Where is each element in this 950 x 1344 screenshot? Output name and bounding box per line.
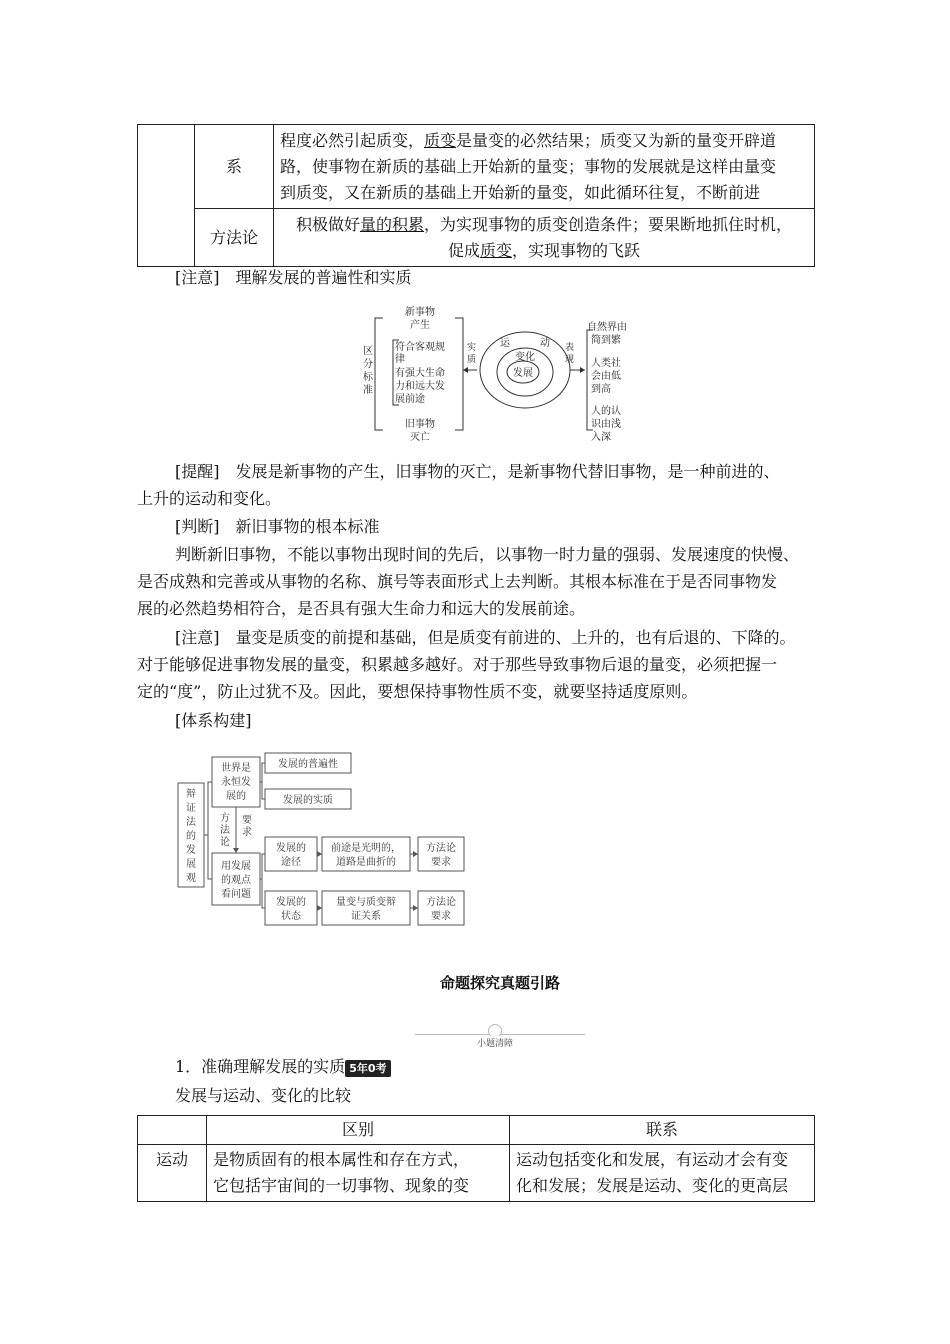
root-6: 展: [186, 859, 196, 870]
view-connector: [260, 854, 265, 908]
manifest-2: 现: [565, 355, 575, 365]
cognition-1: 人的认: [591, 406, 621, 417]
section-title: 命题探究真题引路: [439, 974, 560, 992]
manifest-1: 表: [565, 343, 575, 353]
top-table: [137, 124, 815, 267]
nature-1: 自然界由: [587, 322, 627, 333]
nature-2: 简到繁: [591, 335, 621, 346]
view-1: 用发展: [221, 861, 251, 872]
method-2: 法: [220, 825, 230, 836]
cognition-3: 入深: [591, 432, 611, 443]
method2-1: 方法论: [426, 897, 456, 908]
ring-outer-label-2: 动: [540, 338, 550, 349]
requirement-2: 求: [242, 827, 252, 838]
old-thing-1: 旧事物: [405, 419, 435, 430]
society-2: 会由低: [591, 371, 621, 382]
root-7: 观: [186, 873, 196, 884]
compare-title: 发展与运动、变化的比较: [175, 1086, 352, 1105]
motion-difference: 是物质固有的根本属性和存在方式， 它包括宇宙间的一切事物、现象的变: [207, 1145, 510, 1202]
note-heading: [注意] 理解发展的普遍性和实质: [175, 268, 412, 287]
system-heading: [体系构建]: [175, 711, 252, 730]
exam-frequency-badge: 5年0考: [345, 1060, 390, 1077]
path-1: 发展的: [276, 843, 306, 854]
society-3: 到高: [591, 384, 611, 395]
method1-1: 方法论: [426, 843, 456, 854]
merged-left-cell: [138, 125, 195, 267]
label-criteria-vertical-3: 标: [363, 372, 373, 383]
state-2: 状态: [281, 911, 301, 922]
right-bracket: [455, 318, 463, 430]
header-blank: [138, 1116, 207, 1145]
divider-label: 小题清障: [460, 1036, 530, 1049]
row-label-motion: 运动: [138, 1145, 207, 1202]
row-label-methodology: 方法论: [195, 209, 274, 267]
root-4: 的: [186, 831, 196, 842]
universality-label: 发展的普遍性: [278, 759, 338, 770]
ring-middle-label: 变化: [515, 352, 535, 363]
state-1: 发展的: [276, 897, 306, 908]
society-1: 人类社: [591, 358, 621, 369]
old-thing-2: 灭亡: [410, 432, 430, 443]
arrow-head-down: [233, 848, 239, 853]
essence-2: 质: [467, 355, 477, 365]
arrow-head-4: [413, 905, 418, 911]
root-3: 法: [186, 817, 196, 828]
arrow-head-essence: [463, 367, 468, 373]
world-1: 世界是: [221, 763, 251, 774]
row-label-relation: 系: [195, 125, 274, 209]
label-criteria-vertical-2: 分: [363, 359, 373, 370]
ring-inner-label: 发展: [513, 368, 533, 379]
outer-bracket: [375, 318, 383, 430]
world-3: 展的: [226, 791, 246, 802]
method-1: 方: [220, 813, 230, 824]
criteria-vitality-1: 有强大生命: [395, 368, 445, 379]
arrow-head-2: [413, 851, 418, 857]
dialectic-1: 量变与质变辩: [336, 897, 396, 908]
ring-outer-label-1: 运: [500, 338, 510, 349]
criteria-law-1: 符合客观规: [395, 342, 445, 353]
relation-content: 程度必然引起质变，质变是量变的必然结果；质变又为新的量变开辟道 路，使事物在新质的基础上开始新的量变；事物的发展就是这样由量变 到质变，又在新质的基础上开始新的量变，如此循环往复，不断前进: [274, 125, 815, 209]
essence-label: 发展的实质: [283, 795, 333, 806]
tip-paragraph: [提醒] 发展是新事物的产生，旧事物的灭亡，是新事物代替旧事物，是一种前进的、 上升的运动和变化。: [137, 462, 780, 508]
root-5: 发: [186, 845, 196, 856]
arrow-head-manifest: [580, 367, 585, 373]
bright-2: 道路是曲折的: [336, 857, 396, 868]
criteria-vitality-3: 展前途: [395, 394, 425, 405]
dialectic-2: 证关系: [351, 911, 381, 922]
new-thing-1: 新事物: [405, 307, 435, 318]
label-criteria-vertical-4: 准: [363, 385, 373, 396]
root-1: 辩: [186, 789, 196, 800]
root-2: 证: [186, 803, 196, 814]
criteria-law-2: 律: [395, 354, 405, 365]
essence-1: 实: [467, 343, 477, 353]
world-2: 永恒发: [221, 777, 251, 788]
method1-2: 要求: [431, 857, 451, 868]
judge-heading: [判断] 新旧事物的根本标准: [175, 517, 380, 536]
method-3: 论: [220, 837, 230, 848]
arrow-head-1: [317, 851, 322, 857]
header-connection: 联系: [510, 1116, 815, 1145]
bright-1: 前途是光明的，: [331, 843, 401, 854]
view-3: 看问题: [221, 889, 251, 900]
cognition-2: 识由浅: [591, 419, 621, 430]
compare-table: [137, 1115, 815, 1202]
world-connector: [260, 763, 265, 799]
view-2: 的观点: [221, 875, 251, 886]
arrow-head-3: [317, 905, 322, 911]
label-criteria-vertical-1: 区: [363, 346, 373, 357]
new-thing-2: 产生: [410, 320, 430, 331]
note2-paragraph: [注意] 量变是质变的前提和基础，但是质变有前进的、上升的，也有后退的、下降的。 对于能够促进事物发展的量变，积累越多越好。对于那些导致事物后退的量变，必须把握一 定的“度”，防止过犹不及。因此，要想保持事物性质不变，就要坚持适度原则。: [137, 628, 796, 701]
requirement-1: 要: [242, 815, 252, 826]
motion-connection: 运动包括变化和发展，有运动才会有变 化和发展；发展是运动、变化的更高层: [510, 1145, 815, 1202]
path-2: 途径: [281, 857, 301, 868]
judge-paragraph: 判断新旧事物，不能以事物出现时间的先后，以事物一时力量的强弱、发展速度的快慢、 是否成熟和完善或从事物的名称、旗号等表面形式上去判断。其根本标准在于是否同事物发 展的必然趋势相符合，是否具有强大生命力和远大的发展前途。: [137, 545, 800, 618]
criteria-vitality-2: 力和远大发: [395, 381, 445, 392]
system-diagram: [170, 745, 470, 930]
root-connector: [204, 782, 212, 879]
development-diagram: [355, 300, 655, 450]
header-difference: 区别: [207, 1116, 510, 1145]
method2-2: 要求: [431, 911, 451, 922]
item-1: 1．准确理解发展的实质 5年0考: [175, 1055, 391, 1081]
methodology-content: 积极做好量的积累，为实现事物的质变创造条件；要果断地抓住时机， 促成质变，实现事物的飞跃: [274, 209, 815, 267]
